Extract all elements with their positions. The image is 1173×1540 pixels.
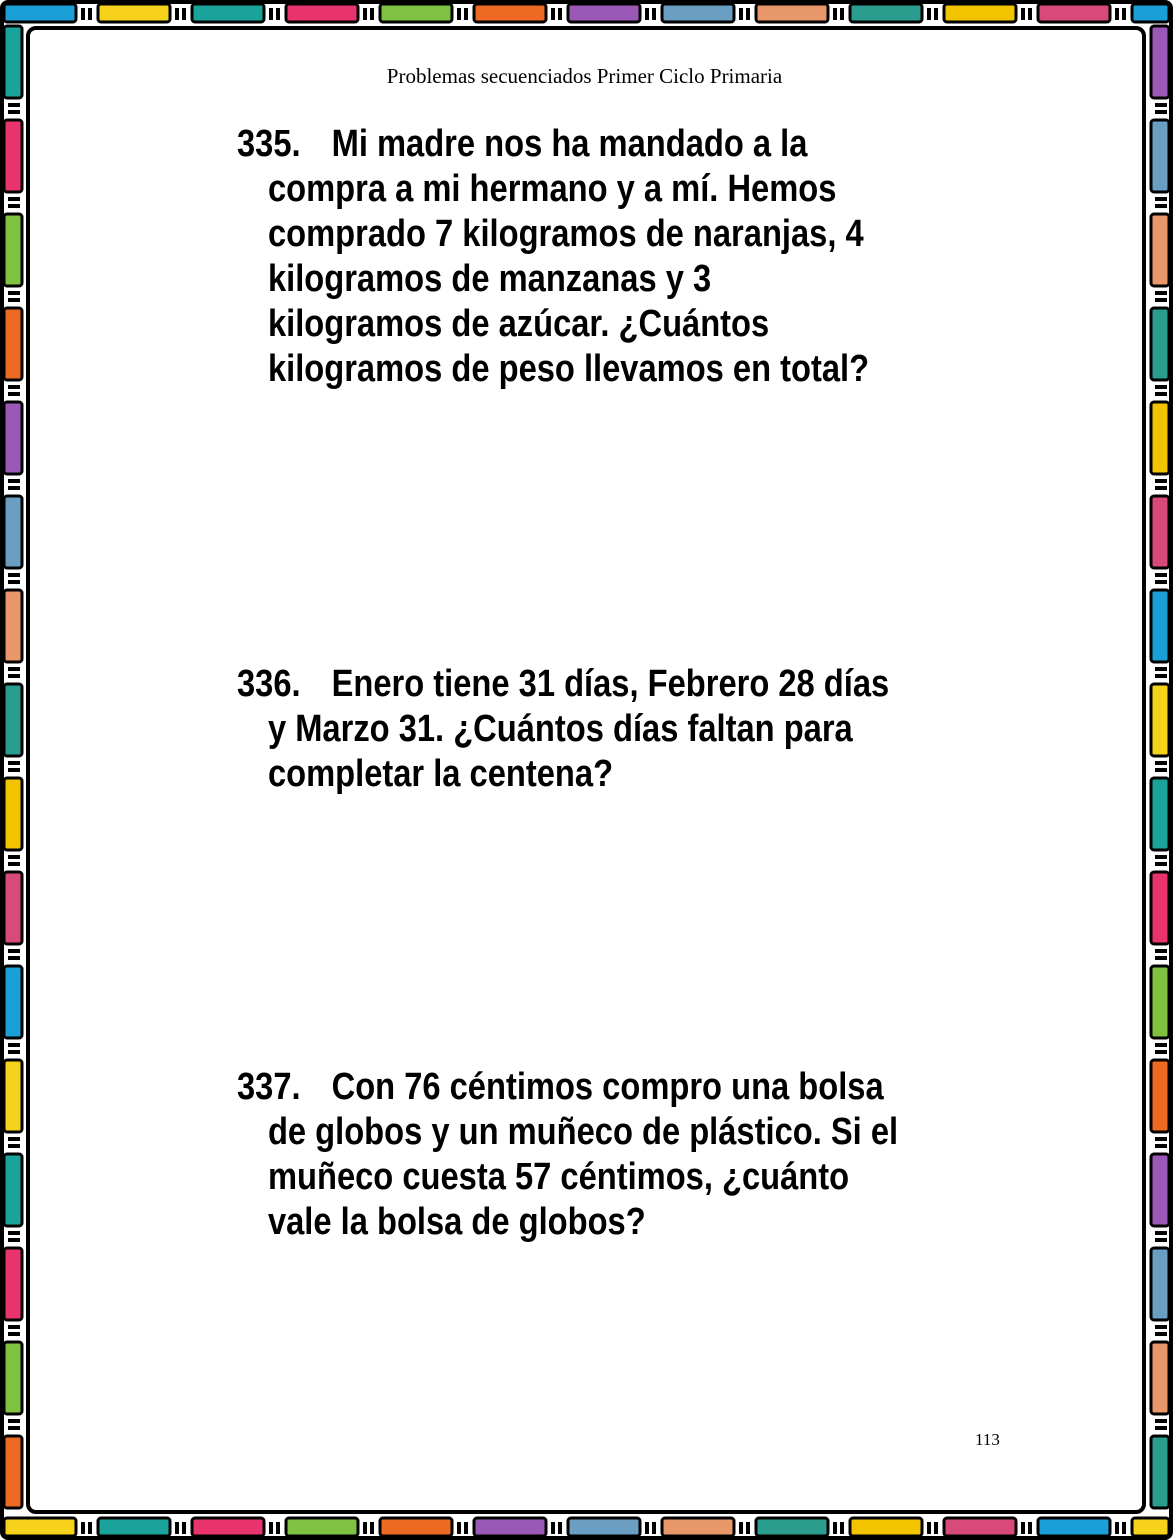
border-tick: [1155, 862, 1167, 866]
border-tick: [1155, 1238, 1167, 1242]
border-tick: [1155, 573, 1167, 577]
border-tick: [1028, 1522, 1032, 1534]
border-tick: [746, 1522, 750, 1534]
border-tick: [1155, 197, 1167, 201]
border-segment: [1151, 214, 1169, 286]
border-segment: [1151, 590, 1169, 662]
border-tick: [1155, 1144, 1167, 1148]
border-tick: [558, 8, 562, 20]
page-header: [0, 64, 1173, 89]
border-segment: [286, 4, 358, 22]
problem-line: completar la centena?: [267, 753, 614, 795]
problem-line: compra a mi hermano y a mí. Hemos: [267, 168, 837, 210]
border-segment: [1038, 1518, 1110, 1536]
border-segment: [1151, 778, 1169, 850]
border-tick: [1021, 1522, 1025, 1534]
border-segment: [1151, 308, 1169, 380]
border-segment: [286, 1518, 358, 1536]
problem-text: Con 76 céntimos compro una bolsa: [331, 1066, 884, 1108]
border-segment: [1132, 4, 1169, 22]
border-tick: [1155, 298, 1167, 302]
border-tick: [8, 1332, 20, 1336]
problem-line: [237, 662, 890, 707]
problem-337: [237, 1065, 899, 1245]
border-tick: [8, 573, 20, 577]
border-tick: [175, 1522, 179, 1534]
border-tick: [8, 674, 20, 678]
border-tick: [8, 197, 20, 201]
border-tick: [1155, 674, 1167, 678]
border-tick: [8, 204, 20, 208]
border-segment: [4, 308, 22, 380]
border-tick: [1115, 1522, 1119, 1534]
problem-line: de globos y un muñeco de plástico. Si el: [267, 1111, 899, 1153]
border-segment: [474, 1518, 546, 1536]
problem-line: comprado 7 kilogramos de naranjas, 4: [267, 213, 864, 255]
border-tick: [8, 1144, 20, 1148]
border-tick: [1021, 8, 1025, 20]
border-tick: [1155, 1325, 1167, 1329]
border-segment: [756, 4, 828, 22]
border-tick: [551, 1522, 555, 1534]
border-segment: [192, 4, 264, 22]
border-segment: [1038, 4, 1110, 22]
border-tick: [1155, 1426, 1167, 1430]
border-tick: [363, 8, 367, 20]
border-tick: [8, 855, 20, 859]
border-tick: [840, 8, 844, 20]
border-segment: [4, 4, 76, 22]
border-tick: [8, 949, 20, 953]
border-tick: [1155, 761, 1167, 765]
border-tick: [1155, 580, 1167, 584]
border-tick: [8, 385, 20, 389]
border-tick: [1155, 667, 1167, 671]
border-segment: [662, 4, 734, 22]
border-segment: [1151, 1060, 1169, 1132]
problem-text: Enero tiene 31 días, Febrero 28 días: [331, 663, 890, 705]
border-tick: [1155, 204, 1167, 208]
border-tick: [269, 8, 273, 20]
problem-line: muñeco cuesta 57 céntimos, ¿cuánto: [267, 1156, 850, 1198]
border-segment: [4, 966, 22, 1038]
border-tick: [1155, 1332, 1167, 1336]
border-tick: [558, 1522, 562, 1534]
border-tick: [88, 1522, 92, 1534]
border-tick: [464, 1522, 468, 1534]
border-tick: [175, 8, 179, 20]
border-tick: [8, 1231, 20, 1235]
border-segment: [850, 1518, 922, 1536]
border-segment: [944, 4, 1016, 22]
border-tick: [927, 8, 931, 20]
border-tick: [840, 1522, 844, 1534]
problem-number: 335.: [237, 123, 301, 165]
problem-number: 336.: [237, 663, 301, 705]
problem-336: [237, 662, 890, 797]
problem-335: [237, 122, 870, 392]
border-segment: [4, 684, 22, 756]
border-tick: [645, 8, 649, 20]
border-segment: [4, 120, 22, 192]
border-tick: [8, 761, 20, 765]
border-tick: [1155, 768, 1167, 772]
header-title: Problemas secuenciados Primer Ciclo Primaria: [386, 64, 783, 88]
border-tick: [8, 291, 20, 295]
border-tick: [833, 8, 837, 20]
border-tick: [8, 103, 20, 107]
border-segment: [756, 1518, 828, 1536]
border-segment: [1151, 1342, 1169, 1414]
border-tick: [8, 1325, 20, 1329]
border-tick: [8, 486, 20, 490]
border-segment: [474, 4, 546, 22]
border-tick: [8, 1137, 20, 1141]
border-tick: [8, 1426, 20, 1430]
border-tick: [8, 1238, 20, 1242]
border-segment: [1151, 402, 1169, 474]
problem-line: [237, 1065, 884, 1110]
border-tick: [1155, 291, 1167, 295]
problem-line: [237, 122, 856, 167]
border-segment: [4, 214, 22, 286]
border-segment: [1151, 1154, 1169, 1226]
border-tick: [652, 1522, 656, 1534]
problem-number: 337.: [237, 1066, 301, 1108]
problem-line: vale la bolsa de globos?: [267, 1201, 646, 1243]
border-tick: [1122, 1522, 1126, 1534]
border-segment: [850, 4, 922, 22]
border-tick: [8, 298, 20, 302]
border-tick: [652, 8, 656, 20]
problem-line: kilogramos de peso llevamos en total?: [267, 348, 870, 390]
border-tick: [363, 1522, 367, 1534]
border-segment: [4, 1154, 22, 1226]
border-tick: [1115, 8, 1119, 20]
problem-line: kilogramos de azúcar. ¿Cuántos: [267, 303, 770, 345]
border-segment: [4, 496, 22, 568]
border-tick: [739, 1522, 743, 1534]
border-tick: [833, 1522, 837, 1534]
border-tick: [182, 1522, 186, 1534]
border-tick: [370, 1522, 374, 1534]
border-tick: [551, 8, 555, 20]
border-segment: [4, 402, 22, 474]
border-segment: [1151, 1248, 1169, 1320]
page-number: 113: [975, 1430, 1000, 1449]
border-segment: [568, 1518, 640, 1536]
border-tick: [1155, 956, 1167, 960]
border-tick: [1155, 1137, 1167, 1141]
border-tick: [8, 1043, 20, 1047]
border-tick: [934, 1522, 938, 1534]
border-tick: [1155, 855, 1167, 859]
border-segment: [192, 1518, 264, 1536]
border-tick: [1155, 1050, 1167, 1054]
border-tick: [276, 8, 280, 20]
border-tick: [8, 862, 20, 866]
border-tick: [464, 8, 468, 20]
border-tick: [1155, 479, 1167, 483]
border-segment: [4, 1060, 22, 1132]
border-segment: [4, 1342, 22, 1414]
border-tick: [8, 110, 20, 114]
border-segment: [4, 1248, 22, 1320]
border-tick: [8, 768, 20, 772]
border-segment: [1151, 1436, 1169, 1508]
border-segment: [4, 1518, 76, 1536]
problem-line: y Marzo 31. ¿Cuántos días faltan para: [267, 708, 853, 750]
border-tick: [8, 956, 20, 960]
border-segment: [4, 590, 22, 662]
border-tick: [746, 8, 750, 20]
border-segment: [4, 778, 22, 850]
border-tick: [1155, 385, 1167, 389]
border-segment: [1151, 684, 1169, 756]
border-tick: [88, 8, 92, 20]
border-tick: [8, 580, 20, 584]
border-segment: [1151, 872, 1169, 944]
border-tick: [927, 1522, 931, 1534]
border-segment: [4, 1436, 22, 1508]
border-tick: [81, 8, 85, 20]
border-tick: [8, 1419, 20, 1423]
problem-line: kilogramos de manzanas y 3: [267, 258, 712, 300]
border-tick: [739, 8, 743, 20]
border-segment: [4, 872, 22, 944]
border-tick: [1028, 8, 1032, 20]
border-tick: [8, 1050, 20, 1054]
border-tick: [1155, 1231, 1167, 1235]
border-tick: [8, 667, 20, 671]
border-tick: [1155, 486, 1167, 490]
border-tick: [1155, 949, 1167, 953]
border-tick: [1155, 110, 1167, 114]
border-segment: [98, 1518, 170, 1536]
border-tick: [81, 1522, 85, 1534]
border-tick: [269, 1522, 273, 1534]
border-tick: [8, 479, 20, 483]
border-tick: [934, 8, 938, 20]
border-tick: [1122, 8, 1126, 20]
border-segment: [1151, 966, 1169, 1038]
border-tick: [457, 8, 461, 20]
border-tick: [1155, 1043, 1167, 1047]
border-tick: [182, 8, 186, 20]
border-segment: [662, 1518, 734, 1536]
border-tick: [1155, 392, 1167, 396]
border-segment: [944, 1518, 1016, 1536]
border-tick: [276, 1522, 280, 1534]
border-segment: [380, 4, 452, 22]
problem-text: Mi madre nos ha mandado a la: [331, 123, 808, 165]
border-segment: [1151, 120, 1169, 192]
border-tick: [457, 1522, 461, 1534]
border-segment: [1151, 496, 1169, 568]
border-tick: [645, 1522, 649, 1534]
border-tick: [370, 8, 374, 20]
border-segment: [1132, 1518, 1169, 1536]
border-segment: [568, 4, 640, 22]
border-segment: [380, 1518, 452, 1536]
border-tick: [1155, 103, 1167, 107]
border-segment: [98, 4, 170, 22]
border-tick: [1155, 1419, 1167, 1423]
border-tick: [8, 392, 20, 396]
